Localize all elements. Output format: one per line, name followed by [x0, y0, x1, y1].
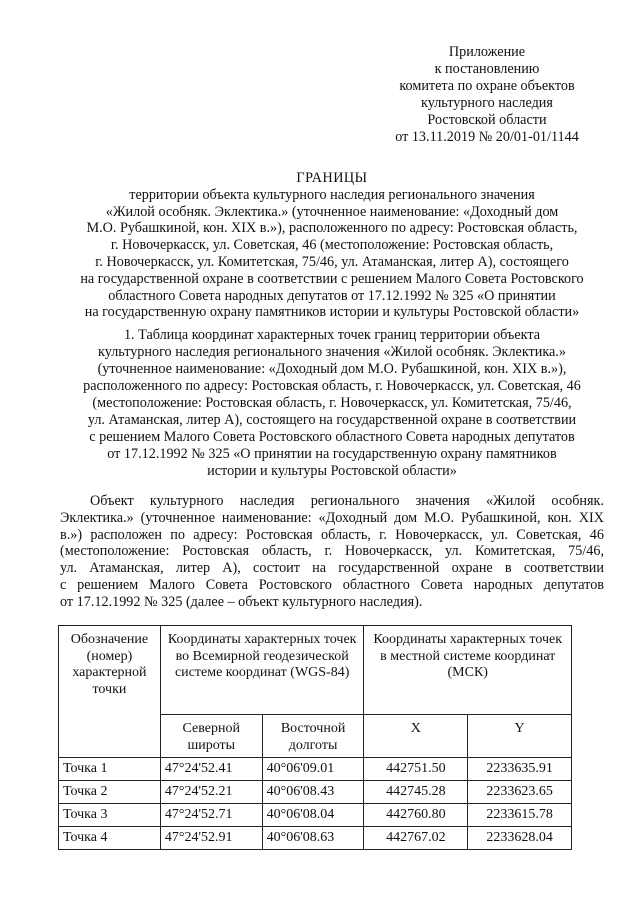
- section-line: (уточненное наименование: «Доходный дом М.О. Рубашкиной, кон. XIX в.»),: [97, 361, 567, 377]
- title-line: М.О. Рубашкиной, кон. XIX в.»), расположенного по адресу: Ростовская область,: [86, 220, 578, 237]
- title-line: на государственную охрану памятников истории и культуры Ростовской области»: [84, 304, 580, 321]
- paragraph-line: с решением Малого Совета Ростовского областного Совета народных депутатов: [60, 576, 604, 593]
- table-header-row: [59, 626, 572, 715]
- cell-latitude: 47°24'52.41: [160, 758, 262, 781]
- title-line: г. Новочеркасск, ул. Комитетская, 75/46, ул. Атаманская, литер А), состоящего: [95, 253, 569, 270]
- cell-longitude: 40°06'09.01: [262, 758, 364, 781]
- section-line: ул. Атаманская, литер А), состоящего на государственной охране в соответствии: [87, 412, 577, 428]
- cell-longitude: 40°06'08.63: [262, 827, 364, 850]
- table-row: [59, 804, 572, 827]
- title-heading: ГРАНИЦЫ: [296, 170, 368, 186]
- section-line: от 17.12.1992 № 325 «О принятии на государственную охрану памятников: [107, 446, 557, 462]
- section-line: расположенного по адресу: Ростовская область, г. Новочеркасск, ул. Советская, 46: [83, 378, 581, 394]
- cell-latitude: 47°24'52.91: [160, 827, 262, 850]
- appendix-line: к постановлению: [434, 61, 540, 77]
- header-x: X: [364, 715, 468, 758]
- header-y: Y: [468, 715, 572, 758]
- table-row: [59, 781, 572, 804]
- appendix-line: Приложение: [448, 44, 526, 60]
- title-line: г. Новочеркасск, ул. Советская, 46 (местоположение: Ростовская область,: [110, 237, 554, 254]
- header-north: Северной широты: [160, 715, 262, 758]
- paragraph-line: Эклектика.» (уточненное наименование: «Доходный дом М.О. Рубашкиной, кон. XIX: [60, 509, 604, 526]
- section-line: культурного наследия регионального значения «Жилой особняк. Эклектика.»: [98, 344, 566, 360]
- title-line: областного Совета народных депутатов от 17.12.1992 № 325 «О принятии: [108, 287, 556, 304]
- cell-latitude: 47°24'52.71: [160, 804, 262, 827]
- cell-point-name: Точка 4: [59, 827, 161, 850]
- appendix-line: от 13.11.2019 № 20/01-01/1144: [395, 129, 579, 145]
- appendix-line: комитета по охране объектов: [399, 78, 575, 94]
- cell-point-name: Точка 1: [59, 758, 161, 781]
- cell-latitude: 47°24'52.21: [160, 781, 262, 804]
- cell-y: 2233623.65: [468, 781, 572, 804]
- cell-y: 2233615.78: [468, 804, 572, 827]
- cell-point-name: Точка 3: [59, 804, 161, 827]
- appendix-line: культурного наследия: [421, 95, 553, 111]
- cell-x: 442760.80: [364, 804, 468, 827]
- paragraph-line: ул. Атаманская, литер А), состоит на государственной охране в соответствии: [60, 560, 604, 577]
- cell-longitude: 40°06'08.04: [262, 804, 364, 827]
- table-row: [59, 758, 572, 781]
- section-line: 1. Таблица координат характерных точек границ территории объекта: [123, 327, 541, 343]
- appendix-line: Ростовской области: [427, 112, 547, 128]
- paragraph-line: в.») расположен по адресу: Ростовская область, г. Новочеркасск, ул. Советская, 46: [60, 526, 604, 543]
- cell-x: 442751.50: [364, 758, 468, 781]
- paragraph-line: от 17.12.1992 № 325 (далее – объект культурного наследия).: [60, 593, 423, 610]
- table-row: [59, 827, 572, 850]
- cell-y: 2233628.04: [468, 827, 572, 850]
- cell-longitude: 40°06'08.43: [262, 781, 364, 804]
- title-line: «Жилой особняк. Эклектика.» (уточненное наименование: «Доходный дом: [105, 203, 559, 220]
- section-heading: [60, 327, 604, 480]
- section-line: истории и культуры Ростовской области»: [207, 463, 457, 479]
- cell-x: 442745.28: [364, 781, 468, 804]
- section-line: (местоположение: Ростовская область, г. Новочеркасск, ул. Комитетская, 75/46,: [92, 395, 572, 411]
- header-msk: Координаты характерных точек в местной системе координат (МСК): [364, 626, 572, 715]
- appendix-block: [372, 44, 602, 146]
- coordinates-table: [58, 625, 572, 850]
- header-point: Обозначение (номер) характерной точки: [59, 626, 161, 758]
- document-title: [60, 170, 604, 321]
- cell-y: 2233635.91: [468, 758, 572, 781]
- section-line: с решением Малого Совета Ростовского областного Совета народных депутатов: [89, 429, 575, 445]
- header-wgs: Координаты характерных точек во Всемирной геодезической системе координат (WGS-84): [160, 626, 364, 715]
- header-east: Восточной долготы: [262, 715, 364, 758]
- title-line: территории объекта культурного наследия регионального значения: [129, 186, 535, 203]
- paragraph-line: Объект культурного наследия регионального значения «Жилой особняк.: [90, 493, 604, 509]
- title-line: на государственной охране в соответствии с решением Малого Совета Ростовского: [80, 270, 584, 287]
- paragraph-line: (местоположение: Ростовская область, г. Новочеркасск, ул. Комитетская, 75/46,: [60, 543, 604, 560]
- body-paragraph: [60, 493, 604, 611]
- cell-point-name: Точка 2: [59, 781, 161, 804]
- cell-x: 442767.02: [364, 827, 468, 850]
